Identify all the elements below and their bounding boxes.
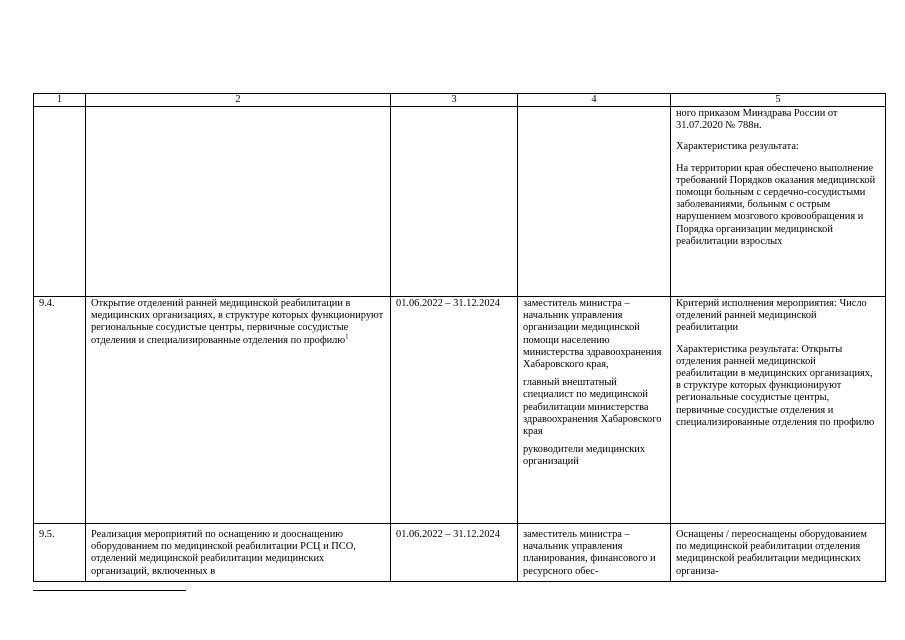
measures-table: [33, 93, 886, 582]
cell-empty: [518, 107, 671, 297]
column-header: 2: [86, 94, 391, 107]
measure-title: Реализация мероприятий по оснащению и дооснащению оборудованием по медицинской реабилитации РСЦ и ПСО, отделений медицинской реабилитации медицинских организаций, включенных в: [91, 529, 356, 577]
result-heading: Характеристика результата:: [676, 141, 799, 153]
table-row-9-5: [34, 524, 886, 582]
header-row: [34, 94, 886, 107]
cell-measure-title: [86, 297, 391, 524]
responsible-item: заместитель министра – начальник управления организации медицинской помощи населению министерства здравоохранения Хабаровского края,: [523, 298, 662, 371]
result-text: На территории края обеспечено выполнение требований Порядков оказания медицинской помощи больным с сердечно-сосудистыми заболеваниями, больным с острым нарушением мозгового кровообращения и Порядка организации медицинской реабилитации взрослых: [676, 162, 876, 247]
cell-number: [34, 524, 86, 582]
result-criterion: Критерий исполнения мероприятия: Число отделений ранней медицинской реабилитации: [676, 298, 867, 334]
footnote-mark: 1: [345, 332, 349, 341]
column-header: 5: [671, 94, 886, 107]
responsible-text: заместитель министра – начальник управления планирования, финансового и ресурсного обес-: [523, 529, 656, 577]
cell-empty: [34, 107, 86, 297]
row-number: 9.5.: [39, 529, 55, 540]
responsible-item: руководители медицинских организаций: [523, 444, 646, 468]
cell-period: [391, 524, 518, 582]
result-characteristic: Характеристика результата: Открыты отделения ранней медицинской реабилитации в медицинских организациях, в структуре которых функционируют региональные сосудистые центры, первичные сосудистые отделения и специализированные отделения по профилю: [676, 343, 875, 428]
table-row-continued: [34, 107, 886, 297]
result-text: Оснащены / переоснащены оборудованием по медицинской реабилитации отделения медицинской реабилитации медицинских организа-: [676, 529, 867, 577]
cell-result-continued: [671, 107, 886, 297]
responsible-item: главный внештатный специалист по медицинской реабилитации министерства здравоохранения Хабаровского края: [523, 377, 662, 438]
cell-empty: [391, 107, 518, 297]
cell-empty: [86, 107, 391, 297]
column-header: 3: [391, 94, 518, 107]
cell-responsible: [518, 297, 671, 524]
period-text: 01.06.2022 – 31.12.2024: [396, 529, 500, 540]
table-row-9-4: [34, 297, 886, 524]
cell-measure-title: [86, 524, 391, 582]
cell-result: [671, 297, 886, 524]
footnote-separator: [33, 590, 186, 591]
cell-result: [671, 524, 886, 582]
cell-responsible: [518, 524, 671, 582]
cell-number: 9.4.: [34, 297, 86, 524]
cell-period: 01.06.2022 – 31.12.2024: [391, 297, 518, 524]
column-header: 4: [518, 94, 671, 107]
measure-title: Открытие отделений ранней медицинской реабилитации в медицинских организациях, в структуре которых функционируют региональные сосудистые центры, первичные сосудистые отделения и специализированные отделения по профилю: [91, 298, 384, 346]
result-text: ного приказом Минздрава России от 31.07.2020 № 788н.: [676, 108, 838, 132]
column-header: 1: [34, 94, 86, 107]
